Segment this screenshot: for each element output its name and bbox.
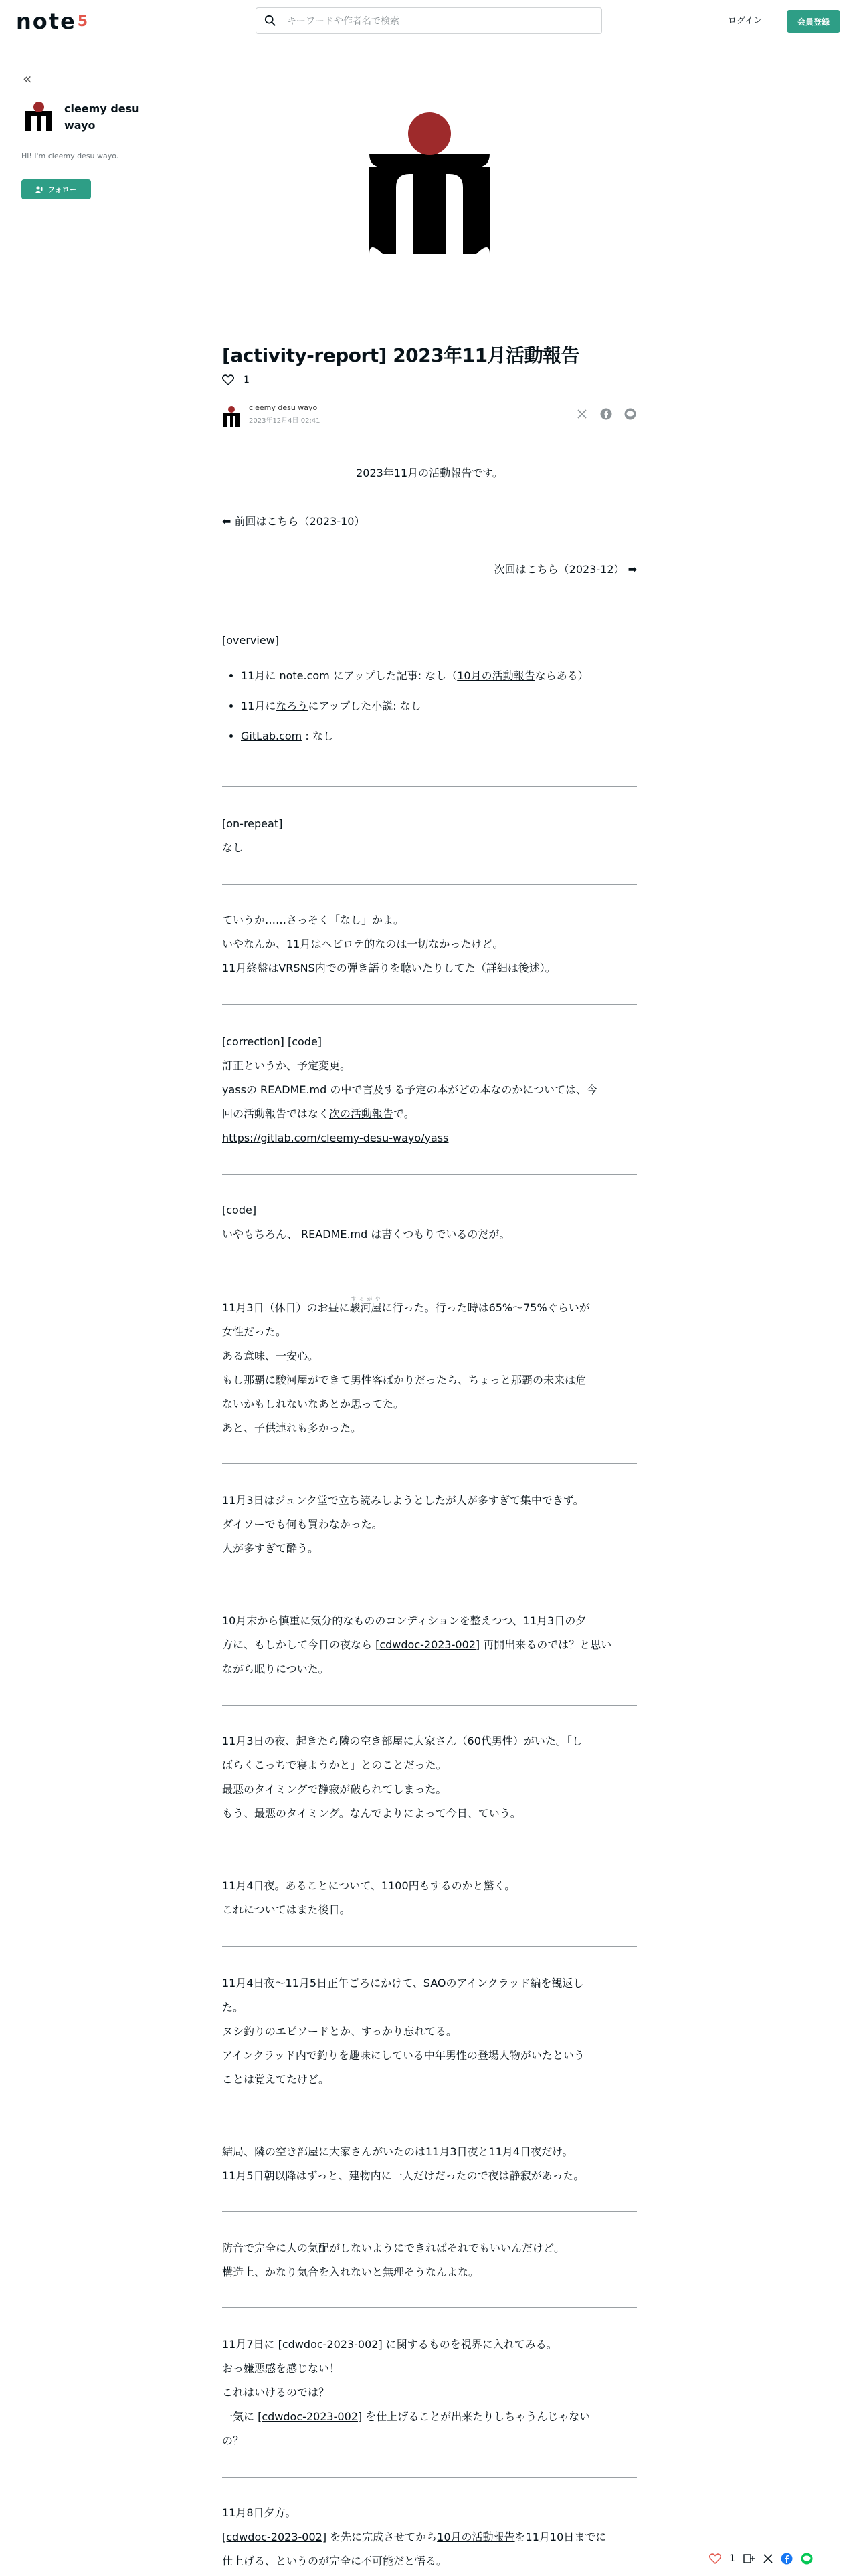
- text-line: 構造上、かなり気合を入れないと無理そうなんよな。: [222, 2266, 480, 2278]
- text-line: いやもちろん、 README.md は書くつもりでいるのだが。: [222, 1228, 510, 1241]
- text-line: あと、子供連れも多かった。: [222, 1422, 362, 1434]
- on-repeat-heading: [on-repeat]: [222, 817, 283, 830]
- text-line: を仕上げることが出来たりしちゃうんじゃない: [362, 2410, 591, 2423]
- text-line: おっ嫌悪感を感じない！: [222, 2362, 341, 2375]
- item-text: にアップした小説: なし: [308, 700, 421, 712]
- overview-heading: [overview]: [222, 634, 280, 647]
- search-icon: [264, 15, 276, 27]
- text-line: 11月3日（休日）のお昼に: [222, 1301, 350, 1314]
- prev-suffix: （2023-10）: [298, 515, 365, 528]
- text-line: ないかもしれないなあとか思ってた。: [222, 1398, 405, 1410]
- text-line: 11月4日夜。あることについて、1100円もするのかと驚く。: [222, 1879, 516, 1892]
- next-suffix: （2023-12）: [558, 563, 625, 576]
- next-link-row: [222, 558, 637, 582]
- text-line: もし那覇に駿河屋ができて男性客ばかりだったら、ちょっと那覇の未来は危: [222, 1374, 587, 1386]
- sidebar-author-bio: Hi! I'm cleemy desu wayo.: [21, 152, 119, 160]
- facebook-share-icon[interactable]: [599, 407, 613, 421]
- text-line: に行った。行った時は65%〜75%ぐらいが: [381, 1301, 590, 1314]
- section-heading: [code]: [222, 1204, 257, 1216]
- next-report-link-inline[interactable]: 次の活動報告: [329, 1107, 394, 1120]
- item-text: : なし: [302, 730, 334, 742]
- like-count[interactable]: 1: [244, 374, 250, 385]
- cdwdoc-link[interactable]: [cdwdoc-2023-002]: [258, 2410, 363, 2423]
- divider: [222, 1004, 637, 1005]
- section-paragraph: [222, 2333, 637, 2453]
- article-author-row: [222, 403, 637, 427]
- section-paragraph: [222, 908, 637, 980]
- text-line: 11月5日朝以降はずっと、建物内に一人だけだったので夜は静寂があった。: [222, 2169, 585, 2182]
- section-paragraph: [222, 2501, 637, 2573]
- article-date: 2023年12月4日 02:41: [249, 417, 320, 425]
- author-avatar[interactable]: [21, 98, 56, 132]
- left-arrow-icon: ⬅: [222, 515, 231, 528]
- gitlab-link[interactable]: GitLab.com: [241, 730, 302, 742]
- text-line: 方に、もしかして今日の夜なら: [222, 1638, 376, 1651]
- on-repeat-section: [222, 812, 637, 860]
- text-line: これはいけるのでは？: [222, 2386, 330, 2399]
- login-link[interactable]: ログイン: [728, 16, 763, 26]
- search-input[interactable]: [286, 15, 583, 27]
- text-line: 11月3日はジュンク堂で立ち読みしようとしたが人が多すぎて集中できず。: [222, 1494, 584, 1507]
- text-line: これについてはまた後日。: [222, 1903, 351, 1916]
- site-header: [0, 0, 859, 43]
- magazine-add-icon[interactable]: [743, 2553, 755, 2564]
- section-paragraph: [222, 1971, 637, 2092]
- overview-list: [222, 664, 637, 748]
- text-line: ヌシ釣りのエピソードとか、すっかり忘れてる。: [222, 2025, 458, 2038]
- article-author-avatar[interactable]: [222, 403, 241, 427]
- text-line: 11月3日の夜、起きたら隣の空き部屋に大家さん（60代男性）がいた。「し: [222, 1735, 583, 1747]
- floating-action-bar: [709, 2545, 859, 2572]
- logo-anniversary-mark: 5: [77, 13, 88, 30]
- floating-like-count[interactable]: 1: [729, 2553, 735, 2564]
- article-title: [activity-report] 2023年11月活動報告: [222, 344, 580, 366]
- section-paragraph: [222, 2236, 637, 2284]
- right-arrow-icon: ➡: [628, 563, 637, 576]
- overview-item-narou: [241, 694, 637, 718]
- ruby-base: 駿河屋: [349, 1301, 382, 1314]
- note-logo[interactable]: [16, 9, 88, 33]
- text-line: に関するものを視界に入れてみる。: [382, 2338, 557, 2351]
- text-line: ある意味、一安心。: [222, 1350, 319, 1362]
- text-line: ばらくこっちで寝ようかと」とのことだった。: [222, 1759, 447, 1772]
- overview-item-gitlab: [241, 724, 637, 748]
- text-line: で。: [393, 1107, 415, 1120]
- text-line: アインクラッド内で釣りを趣味にしている中年男性の登場人物がいたという: [222, 2049, 585, 2062]
- oct-report-link-inline[interactable]: 10月の活動報告: [437, 2531, 515, 2543]
- divider: [222, 1463, 637, 1464]
- section-paragraph: [222, 1489, 637, 1561]
- text-line: 11月7日に: [222, 2338, 278, 2351]
- floating-line-icon[interactable]: [801, 2553, 813, 2565]
- text-line: ことは覚えてたけど。: [222, 2073, 330, 2086]
- text-line: 防音で完全に人の気配がしないようにできればそれでもいいんだけど。: [222, 2242, 565, 2254]
- floating-heart-icon[interactable]: [709, 2553, 721, 2564]
- text-line: いやなんか、11月はヘビロテ的なのは一切なかったけど。: [222, 938, 504, 950]
- intro-paragraph: [222, 461, 637, 486]
- divider: [222, 1174, 637, 1175]
- next-report-link[interactable]: 次回はこちら: [494, 563, 559, 576]
- divider: [222, 2211, 637, 2212]
- divider: [222, 1705, 637, 1706]
- line-share-icon[interactable]: [624, 407, 637, 421]
- cdwdoc-link[interactable]: [cdwdoc-2023-002]: [375, 1638, 480, 1651]
- divider: [222, 1946, 637, 1947]
- eyecatch-image: [348, 100, 511, 263]
- section-paragraph: [222, 1296, 637, 1440]
- section-paragraph: [222, 1609, 637, 1681]
- surugaya-ruby: [349, 1296, 382, 1314]
- divider: [222, 2307, 637, 2308]
- logo-text: note: [16, 9, 76, 34]
- oct-report-link[interactable]: 10月の活動報告: [457, 669, 535, 682]
- text-line: 結局、隣の空き部屋に大家さんがいたのは11月3日夜と11月4日夜だけ。: [222, 2145, 573, 2158]
- text-line: た。: [222, 2001, 244, 2014]
- text-line: 女性だった。: [222, 1325, 287, 1338]
- text-line: 回の活動報告ではなく: [222, 1107, 330, 1120]
- text-line: を11月10日までに: [514, 2531, 607, 2543]
- search-box[interactable]: [256, 7, 602, 34]
- yass-repo-link[interactable]: https://gitlab.com/cleemy-desu-wayo/yass: [222, 1132, 449, 1144]
- overview-section: [222, 629, 637, 754]
- text-line: yassの README.md の中で言及する予定の本がどの本なのかについては、今: [222, 1083, 598, 1096]
- text-line: 11月4日夜〜11月5日正午ごろにかけて、SAOのアインクラッド編を観返し: [222, 1977, 584, 1990]
- text-line: 10月末から慎重に気分的なもののコンディションを整えつつ、11月3日の夕: [222, 1614, 587, 1627]
- floating-x-icon[interactable]: [763, 2554, 773, 2563]
- divider: [222, 884, 637, 885]
- like-area: [222, 374, 250, 385]
- text-line: 11月8日夕方。: [222, 2506, 296, 2519]
- section-paragraph: [222, 2140, 637, 2188]
- item-text: 11月に note.com にアップした記事: なし（: [241, 669, 458, 682]
- cdwdoc-link[interactable]: [cdwdoc-2023-002]: [278, 2338, 383, 2351]
- on-repeat-text: なし: [222, 841, 244, 854]
- text-line: を先に完成させてから: [326, 2531, 438, 2543]
- text-line: 再開出来るのでは？と思い: [480, 1638, 612, 1651]
- text-line: 人が多すぎて酔う。: [222, 1542, 319, 1555]
- heart-icon[interactable]: [222, 374, 234, 385]
- text-line: ていうか……さっそく「なし」かよ。: [222, 914, 405, 926]
- text-line: もう、最悪のタイミング。なんでよりによって今日、ていう。: [222, 1807, 521, 1820]
- text-line: 一気に: [222, 2410, 258, 2423]
- section-heading: [correction] [code]: [222, 1035, 322, 1048]
- text-line: 仕上げる、というのが完全に不可能だと悟る。: [222, 2555, 448, 2567]
- item-text: ならある）: [535, 669, 589, 682]
- ruby-text: するがや: [349, 1296, 382, 1302]
- text-line: 11月終盤はVRSNS内での弾き語りを聴いたりしてた（詳細は後述）。: [222, 962, 556, 974]
- text-line: の？: [222, 2434, 244, 2447]
- divider: [222, 2477, 637, 2478]
- article-author-name[interactable]: cleemy desu wayo: [249, 403, 318, 412]
- text-line: ながら眠りについた。: [222, 1662, 329, 1675]
- signup-button[interactable]: 会員登録: [787, 10, 840, 33]
- correction-section: [222, 1030, 637, 1150]
- narou-link[interactable]: なろう: [276, 700, 308, 712]
- intro-text: 2023年11月の活動報告です。: [356, 467, 503, 479]
- text-line: 訂正というか、予定変更。: [222, 1059, 351, 1072]
- overview-item-note: [241, 664, 637, 688]
- follow-user-icon: [35, 186, 43, 193]
- follow-label: フォロー: [47, 185, 77, 194]
- item-text: 11月に: [241, 700, 276, 712]
- code-section: [222, 1198, 637, 1247]
- text-line: ダイソーでも何も買わなかった。: [222, 1518, 383, 1531]
- prev-report-link[interactable]: 前回はこちら: [234, 515, 299, 528]
- prev-link-row: [222, 510, 637, 534]
- divider: [222, 786, 637, 787]
- section-paragraph: [222, 1874, 637, 1922]
- x-share-icon[interactable]: [575, 407, 589, 421]
- sidebar-author-name[interactable]: cleemy desu wayo: [64, 102, 140, 132]
- follow-button[interactable]: [21, 179, 91, 199]
- section-paragraph: [222, 1729, 637, 1826]
- share-buttons: [575, 407, 637, 421]
- cdwdoc-link[interactable]: [cdwdoc-2023-002]: [222, 2531, 327, 2543]
- text-line: 最悪のタイミングで静寂が破られてしまった。: [222, 1783, 447, 1796]
- collapse-sidebar-icon[interactable]: «: [23, 71, 32, 88]
- floating-facebook-icon[interactable]: [781, 2553, 793, 2565]
